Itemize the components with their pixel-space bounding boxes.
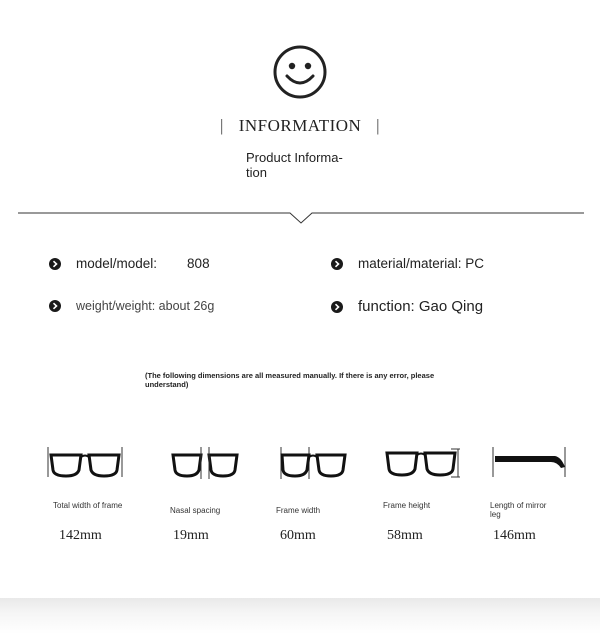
- model-label: model/model:: [76, 256, 158, 271]
- arrow-bullet-icon: [331, 258, 343, 270]
- subtitle-line-2: tion: [246, 165, 267, 180]
- dimension-nasal-spacing: [150, 443, 260, 488]
- spec-model: [49, 256, 210, 271]
- title-separator-right: |: [376, 116, 380, 135]
- glasses-nasal-spacing-icon: [165, 443, 245, 483]
- information-heading: INFORMATION: [238, 116, 362, 135]
- glasses-temple-length-icon: [489, 443, 569, 483]
- product-information-subtitle: [246, 150, 366, 180]
- spec-function: [331, 298, 483, 315]
- function-label: function: Gao Qing: [358, 298, 484, 315]
- model-value: 808: [187, 256, 210, 271]
- weight-label: weight/weight: about 26g: [76, 299, 215, 313]
- glasses-total-width-icon: [45, 443, 125, 483]
- measurement-note: (The following dimensions are all measured manually. If there is any error, please understand): [145, 371, 435, 389]
- dimension-frame-height: [366, 443, 476, 488]
- dimension-total-width: [30, 443, 140, 488]
- nasal-spacing-label: Nasal spacing: [170, 506, 221, 515]
- material-label: material/material: PC: [358, 256, 485, 271]
- arrow-bullet-icon: [331, 301, 343, 313]
- glasses-frame-width-icon: [273, 443, 353, 483]
- spec-material: [331, 256, 484, 271]
- dimension-temple-length: [474, 443, 584, 488]
- smiley-face-icon: [272, 44, 328, 100]
- total-width-value: 142mm: [59, 528, 102, 543]
- arrow-bullet-icon: [49, 300, 61, 312]
- temple-length-value: 146mm: [493, 528, 536, 543]
- frame-height-label: Frame height: [383, 501, 431, 510]
- frame-height-value: 58mm: [387, 528, 423, 543]
- spec-weight: [49, 299, 214, 313]
- section-title: [0, 116, 600, 136]
- frame-width-label: Frame width: [276, 506, 321, 515]
- dimension-frame-width: [258, 443, 368, 488]
- subtitle-line-1: Product Informa-: [246, 150, 343, 165]
- nasal-spacing-value: 19mm: [173, 528, 209, 543]
- bottom-shadow: [0, 598, 600, 634]
- arrow-bullet-icon: [49, 258, 61, 270]
- temple-length-label: Length of mirror leg: [490, 501, 547, 519]
- title-separator-left: |: [220, 116, 224, 135]
- total-width-label: Total width of frame: [53, 501, 123, 510]
- section-divider: [18, 205, 584, 225]
- glasses-frame-height-icon: [381, 443, 461, 483]
- frame-width-value: 60mm: [280, 528, 316, 543]
